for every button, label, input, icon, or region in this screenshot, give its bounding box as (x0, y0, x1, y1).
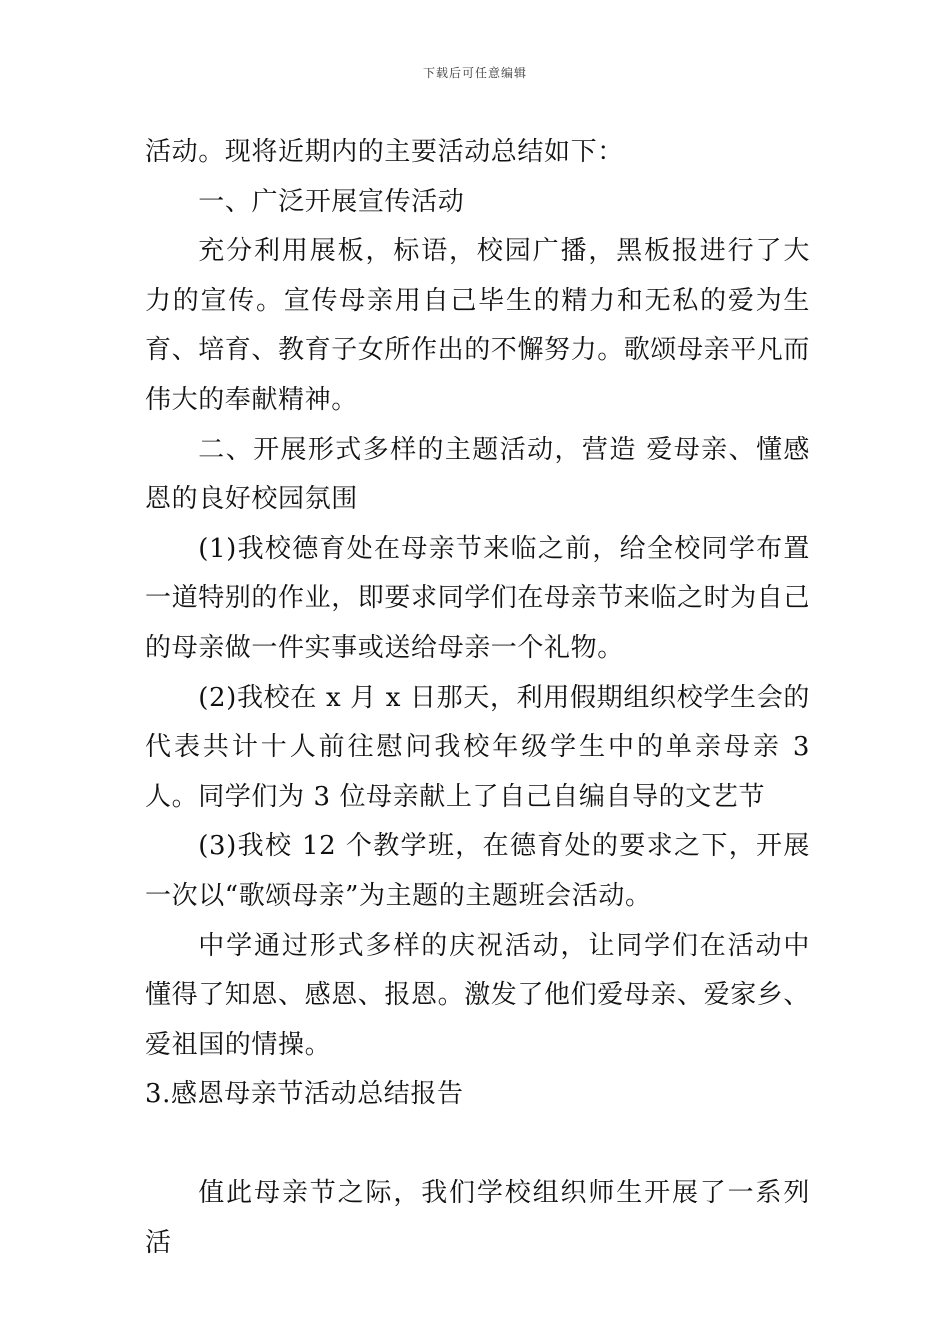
paragraph-new-report: 值此母亲节之际，我们学校组织师生开展了一系列活 (145, 1178, 810, 1259)
blank-line (145, 1120, 810, 1170)
section-heading-2: 二、开展形式多样的主题活动，营造 爱母亲、懂感恩的良好校园氛围 (145, 434, 810, 515)
paragraph-publicity: 充分利用展板，标语，校园广播，黑板报进行了大力的宣传。宣传母亲用自己毕生的精力和无私的爱为生育、培育、教育子女所作出的不懈努力。歌颂母亲平凡而伟大的奉献精神。 (145, 236, 811, 415)
paragraph-continuation: 活动。现将近期内的主要活动总结如下： (145, 137, 624, 167)
list-item-2: (2)我校在 x 月 x 日那天，利用假期组织校学生会的代表共计十人前往慰问我校年级学生中的单亲母亲 3 人。同学们为 3 位母亲献上了自己自编自导的文艺节 (145, 682, 810, 812)
list-item-1: (1)我校德育处在母亲节来临之前，给全校同学布置一道特别的作业，即要求同学们在母亲节来临之时为自己的母亲做一件实事或送给母亲一个礼物。 (145, 533, 811, 663)
list-item-3: (3)我校 12 个教学班，在德育处的要求之下，开展一次以“歌颂母亲”为主题的主题班会活动。 (145, 831, 810, 911)
section-heading-1: 一、广泛开展宣传活动 (198, 186, 465, 217)
paragraph-conclusion: 中学通过形式多样的庆祝活动，让同学们在活动中懂得了知恩、感恩、报恩。激发了他们爱母亲、爱家乡、爱祖国的情操。 (145, 930, 811, 1060)
page-header: 下载后可任意编辑 (422, 66, 527, 80)
document-body (145, 128, 810, 1269)
report-title: 3.感恩母亲节活动总结报告 (145, 1079, 464, 1110)
